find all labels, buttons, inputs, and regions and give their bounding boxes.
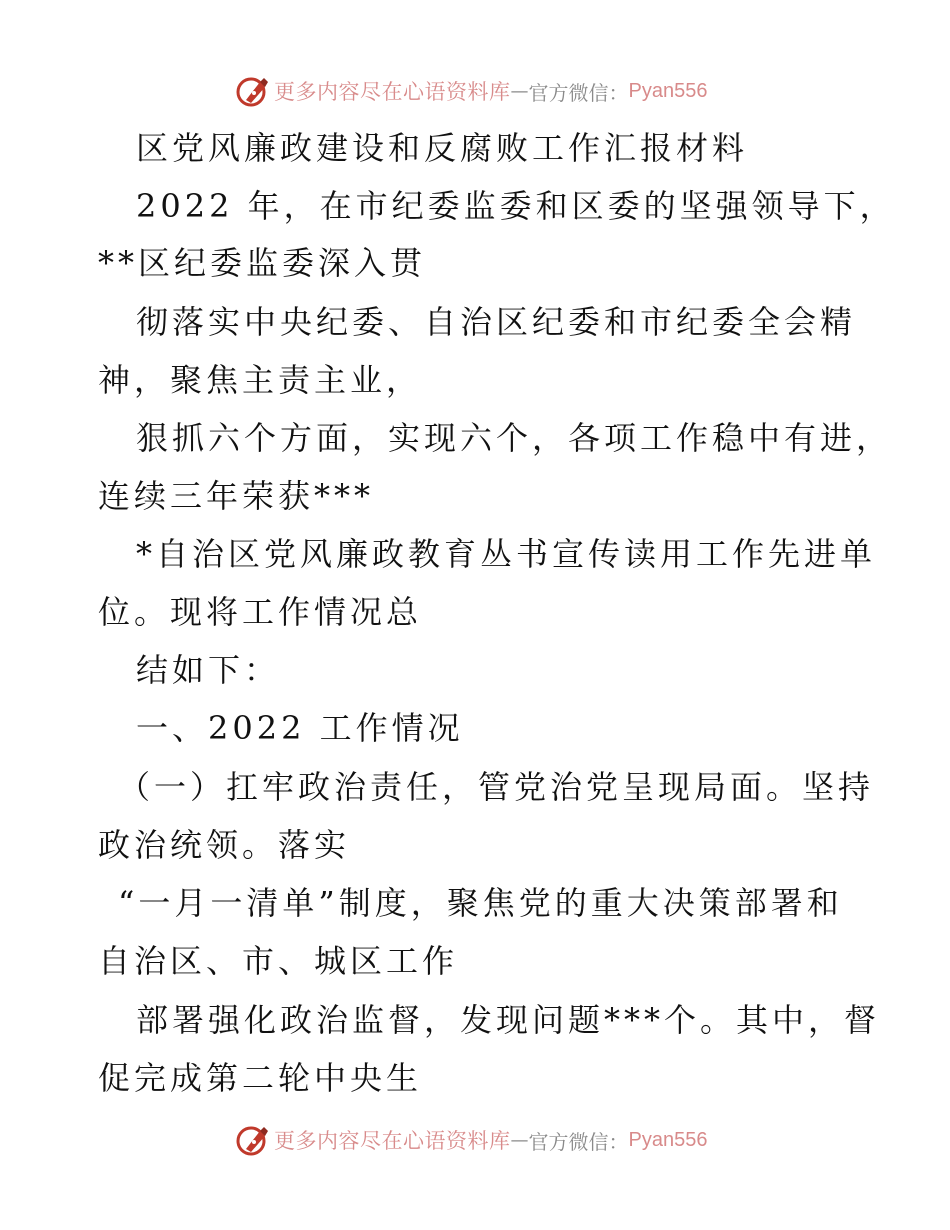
paragraph-line: “一月一清单”制度，聚焦党的重大决策部署和 [118, 884, 843, 922]
watermark-text: 更多内容尽在心语资料库 [274, 80, 511, 104]
paragraph-line: 促完成第二轮中央生 [98, 1059, 423, 1097]
paragraph-line: 狠抓六个方面，实现六个，各项工作稳中有进， [136, 419, 893, 457]
paragraph-line: 位。现将工作情况总 [98, 593, 423, 631]
footer-watermark [236, 1122, 707, 1158]
watermark-wechat-id: Pyan556 [628, 79, 708, 102]
paragraph-line: *自治区党风廉政教育丛书宣传读用工作先进单 [136, 535, 877, 573]
pen-nib-circle-icon [236, 74, 270, 108]
watermark-separator: — [510, 1129, 529, 1151]
document-title: 区党风廉政建设和反腐败工作汇报材料 [136, 129, 749, 167]
paragraph-line: 彻落实中央纪委、自治区纪委和市纪委全会精 [136, 303, 857, 341]
paragraph-line: 部署强化政治监督，发现问题***个。其中，督 [136, 1001, 881, 1039]
paragraph-line: 连续三年荣获*** [98, 477, 375, 515]
subsection-heading: （一）扛牢政治责任，管党治党呈现局面。坚持 [118, 768, 875, 806]
section-heading: 一、2022 工作情况 [136, 709, 464, 747]
watermark-wechat-label: 官方微信： [528, 1129, 629, 1154]
watermark-separator: — [510, 80, 529, 102]
paragraph-line: 结如下： [136, 651, 281, 689]
paragraph-line: 政治统领。落实 [98, 826, 351, 864]
watermark-wechat-id: Pyan556 [628, 1128, 708, 1151]
paragraph-line: **区纪委监委深入贯 [98, 244, 427, 282]
paragraph-line: 2022 年，在市纪委监委和区委的坚强领导下， [136, 187, 896, 225]
watermark-text: 更多内容尽在心语资料库 [274, 1129, 511, 1153]
pen-nib-circle-icon [236, 1123, 270, 1157]
paragraph-line: 自治区、市、城区工作 [98, 942, 459, 980]
paragraph-line: 神，聚焦主责主业， [98, 361, 423, 399]
watermark-wechat-label: 官方微信： [528, 80, 629, 105]
header-watermark [236, 73, 707, 109]
